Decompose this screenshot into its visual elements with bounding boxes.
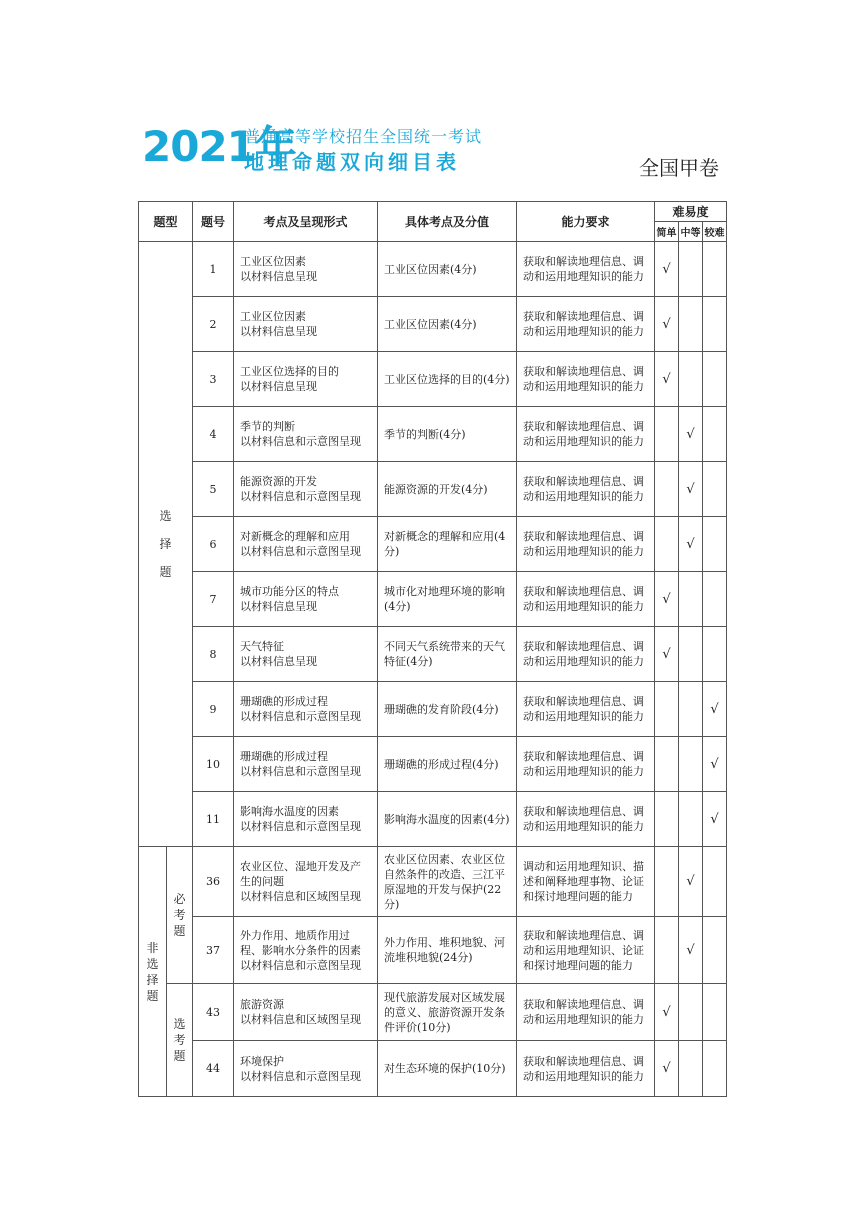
difficulty-easy-cell bbox=[655, 462, 679, 517]
difficulty-medium-cell: √ bbox=[679, 847, 703, 917]
difficulty-medium-cell: √ bbox=[679, 917, 703, 984]
exam-title: 普通高等学校招生全国统一考试 bbox=[244, 127, 483, 146]
table-row bbox=[139, 792, 727, 847]
difficulty-easy-cell: √ bbox=[655, 1041, 679, 1097]
difficulty-hard-cell: √ bbox=[703, 737, 727, 792]
question-number: 2 bbox=[193, 297, 234, 352]
difficulty-hard-cell bbox=[703, 984, 727, 1041]
ability-requirement: 获取和解读地理信息、调动和运用地理知识的能力 bbox=[517, 517, 655, 572]
exam-point: 影响海水温度的因素 以材料信息和示意图呈现 bbox=[234, 792, 378, 847]
table-title: 地理命题双向细目表 bbox=[244, 150, 460, 174]
question-number: 11 bbox=[193, 792, 234, 847]
difficulty-easy-cell bbox=[655, 847, 679, 917]
question-number: 10 bbox=[193, 737, 234, 792]
difficulty-easy-cell bbox=[655, 407, 679, 462]
header-hard: 较难 bbox=[703, 222, 727, 242]
detail-point: 能源资源的开发(4分) bbox=[378, 462, 517, 517]
question-number: 37 bbox=[193, 917, 234, 984]
spec-table bbox=[138, 201, 727, 1097]
difficulty-medium-cell: √ bbox=[679, 517, 703, 572]
group-choice: 选择题 bbox=[139, 242, 193, 847]
exam-point: 工业区位因素 以材料信息呈现 bbox=[234, 297, 378, 352]
ability-requirement: 获取和解读地理信息、调动和运用地理知识的能力 bbox=[517, 682, 655, 737]
difficulty-easy-cell bbox=[655, 517, 679, 572]
table-row bbox=[139, 984, 727, 1041]
table-row bbox=[139, 917, 727, 984]
difficulty-medium-cell bbox=[679, 682, 703, 737]
exam-point: 对新概念的理解和应用 以材料信息和示意图呈现 bbox=[234, 517, 378, 572]
ability-requirement: 获取和解读地理信息、调动和运用地理知识的能力 bbox=[517, 242, 655, 297]
exam-point: 环境保护 以材料信息和示意图呈现 bbox=[234, 1041, 378, 1097]
document-header bbox=[142, 118, 732, 180]
group-required: 必考题 bbox=[167, 847, 193, 984]
header-easy: 简单 bbox=[655, 222, 679, 242]
ability-requirement: 获取和解读地理信息、调动和运用地理知识的能力 bbox=[517, 1041, 655, 1097]
exam-point: 外力作用、地质作用过程、影响水分条件的因素 以材料信息和示意图呈现 bbox=[234, 917, 378, 984]
difficulty-medium-cell bbox=[679, 792, 703, 847]
difficulty-hard-cell bbox=[703, 462, 727, 517]
difficulty-easy-cell: √ bbox=[655, 297, 679, 352]
difficulty-easy-cell bbox=[655, 737, 679, 792]
question-number: 43 bbox=[193, 984, 234, 1041]
exam-point: 季节的判断 以材料信息和示意图呈现 bbox=[234, 407, 378, 462]
difficulty-hard-cell bbox=[703, 847, 727, 917]
difficulty-hard-cell bbox=[703, 352, 727, 407]
header-type: 题型 bbox=[139, 202, 193, 242]
difficulty-easy-cell bbox=[655, 917, 679, 984]
table-row bbox=[139, 847, 727, 917]
difficulty-hard-cell bbox=[703, 572, 727, 627]
difficulty-easy-cell: √ bbox=[655, 627, 679, 682]
table-row bbox=[139, 627, 727, 682]
table-row bbox=[139, 297, 727, 352]
header-medium: 中等 bbox=[679, 222, 703, 242]
difficulty-medium-cell bbox=[679, 627, 703, 682]
table-row bbox=[139, 462, 727, 517]
table-row bbox=[139, 1041, 727, 1097]
question-number: 6 bbox=[193, 517, 234, 572]
difficulty-medium-cell bbox=[679, 1041, 703, 1097]
difficulty-medium-cell: √ bbox=[679, 407, 703, 462]
detail-point: 珊瑚礁的发育阶段(4分) bbox=[378, 682, 517, 737]
detail-point: 不同天气系统带来的天气特征(4分) bbox=[378, 627, 517, 682]
header-detail: 具体考点及分值 bbox=[378, 202, 517, 242]
question-number: 36 bbox=[193, 847, 234, 917]
question-number: 44 bbox=[193, 1041, 234, 1097]
group-nonchoice: 非选择题 bbox=[139, 847, 167, 1097]
table-row bbox=[139, 407, 727, 462]
difficulty-easy-cell bbox=[655, 682, 679, 737]
difficulty-hard-cell: √ bbox=[703, 682, 727, 737]
question-number: 1 bbox=[193, 242, 234, 297]
difficulty-easy-cell: √ bbox=[655, 242, 679, 297]
paper-name: 全国甲卷 bbox=[639, 156, 719, 180]
table-row bbox=[139, 682, 727, 737]
exam-point: 旅游资源 以材料信息和区域图呈现 bbox=[234, 984, 378, 1041]
difficulty-medium-cell bbox=[679, 297, 703, 352]
detail-point: 珊瑚礁的形成过程(4分) bbox=[378, 737, 517, 792]
ability-requirement: 获取和解读地理信息、调动和运用地理知识的能力 bbox=[517, 792, 655, 847]
ability-requirement: 获取和解读地理信息、调动和运用地理知识、论证和探讨地理问题的能力 bbox=[517, 917, 655, 984]
ability-requirement: 获取和解读地理信息、调动和运用地理知识的能力 bbox=[517, 627, 655, 682]
header-ability: 能力要求 bbox=[517, 202, 655, 242]
difficulty-medium-cell bbox=[679, 352, 703, 407]
exam-point: 珊瑚礁的形成过程 以材料信息和示意图呈现 bbox=[234, 682, 378, 737]
question-number: 8 bbox=[193, 627, 234, 682]
difficulty-medium-cell bbox=[679, 572, 703, 627]
question-number: 9 bbox=[193, 682, 234, 737]
exam-point: 农业区位、湿地开发及产生的问题 以材料信息和区域图呈现 bbox=[234, 847, 378, 917]
ability-requirement: 获取和解读地理信息、调动和运用地理知识的能力 bbox=[517, 352, 655, 407]
difficulty-easy-cell: √ bbox=[655, 572, 679, 627]
detail-point: 农业区位因素、农业区位自然条件的改造、三江平原湿地的开发与保护(22分) bbox=[378, 847, 517, 917]
question-number: 7 bbox=[193, 572, 234, 627]
difficulty-medium-cell: √ bbox=[679, 462, 703, 517]
detail-point: 影响海水温度的因素(4分) bbox=[378, 792, 517, 847]
ability-requirement: 获取和解读地理信息、调动和运用地理知识的能力 bbox=[517, 984, 655, 1041]
difficulty-hard-cell bbox=[703, 917, 727, 984]
header-difficulty: 难易度 bbox=[655, 202, 727, 222]
difficulty-hard-cell bbox=[703, 1041, 727, 1097]
question-number: 4 bbox=[193, 407, 234, 462]
ability-requirement: 获取和解读地理信息、调动和运用地理知识的能力 bbox=[517, 737, 655, 792]
ability-requirement: 调动和运用地理知识、描述和阐释地理事物、论证和探讨地理问题的能力 bbox=[517, 847, 655, 917]
table-row bbox=[139, 242, 727, 297]
difficulty-hard-cell bbox=[703, 242, 727, 297]
difficulty-easy-cell: √ bbox=[655, 352, 679, 407]
difficulty-hard-cell: √ bbox=[703, 792, 727, 847]
detail-point: 对生态环境的保护(10分) bbox=[378, 1041, 517, 1097]
difficulty-medium-cell bbox=[679, 984, 703, 1041]
detail-point: 季节的判断(4分) bbox=[378, 407, 517, 462]
table-row bbox=[139, 352, 727, 407]
exam-point: 城市功能分区的特点 以材料信息呈现 bbox=[234, 572, 378, 627]
exam-point: 珊瑚礁的形成过程 以材料信息和示意图呈现 bbox=[234, 737, 378, 792]
detail-point: 对新概念的理解和应用(4分) bbox=[378, 517, 517, 572]
detail-point: 外力作用、堆积地貌、河流堆积地貌(24分) bbox=[378, 917, 517, 984]
detail-point: 工业区位因素(4分) bbox=[378, 242, 517, 297]
ability-requirement: 获取和解读地理信息、调动和运用地理知识的能力 bbox=[517, 297, 655, 352]
difficulty-hard-cell bbox=[703, 627, 727, 682]
header-num: 题号 bbox=[193, 202, 234, 242]
group-optional: 选考题 bbox=[167, 984, 193, 1097]
detail-point: 城市化对地理环境的影响(4分) bbox=[378, 572, 517, 627]
question-number: 3 bbox=[193, 352, 234, 407]
detail-point: 工业区位选择的目的(4分) bbox=[378, 352, 517, 407]
difficulty-easy-cell: √ bbox=[655, 984, 679, 1041]
ability-requirement: 获取和解读地理信息、调动和运用地理知识的能力 bbox=[517, 572, 655, 627]
table-row bbox=[139, 572, 727, 627]
detail-point: 工业区位因素(4分) bbox=[378, 297, 517, 352]
ability-requirement: 获取和解读地理信息、调动和运用地理知识的能力 bbox=[517, 407, 655, 462]
table-row bbox=[139, 737, 727, 792]
detail-point: 现代旅游发展对区域发展的意义、旅游资源开发条件评价(10分) bbox=[378, 984, 517, 1041]
difficulty-medium-cell bbox=[679, 242, 703, 297]
table-row bbox=[139, 517, 727, 572]
ability-requirement: 获取和解读地理信息、调动和运用地理知识的能力 bbox=[517, 462, 655, 517]
year-title: 2021年 bbox=[142, 122, 296, 171]
question-number: 5 bbox=[193, 462, 234, 517]
exam-point: 工业区位因素 以材料信息呈现 bbox=[234, 242, 378, 297]
difficulty-hard-cell bbox=[703, 517, 727, 572]
difficulty-hard-cell bbox=[703, 297, 727, 352]
exam-point: 能源资源的开发 以材料信息和示意图呈现 bbox=[234, 462, 378, 517]
difficulty-easy-cell bbox=[655, 792, 679, 847]
difficulty-hard-cell bbox=[703, 407, 727, 462]
difficulty-medium-cell bbox=[679, 737, 703, 792]
header-point: 考点及呈现形式 bbox=[234, 202, 378, 242]
exam-point: 工业区位选择的目的 以材料信息呈现 bbox=[234, 352, 378, 407]
exam-point: 天气特征 以材料信息呈现 bbox=[234, 627, 378, 682]
